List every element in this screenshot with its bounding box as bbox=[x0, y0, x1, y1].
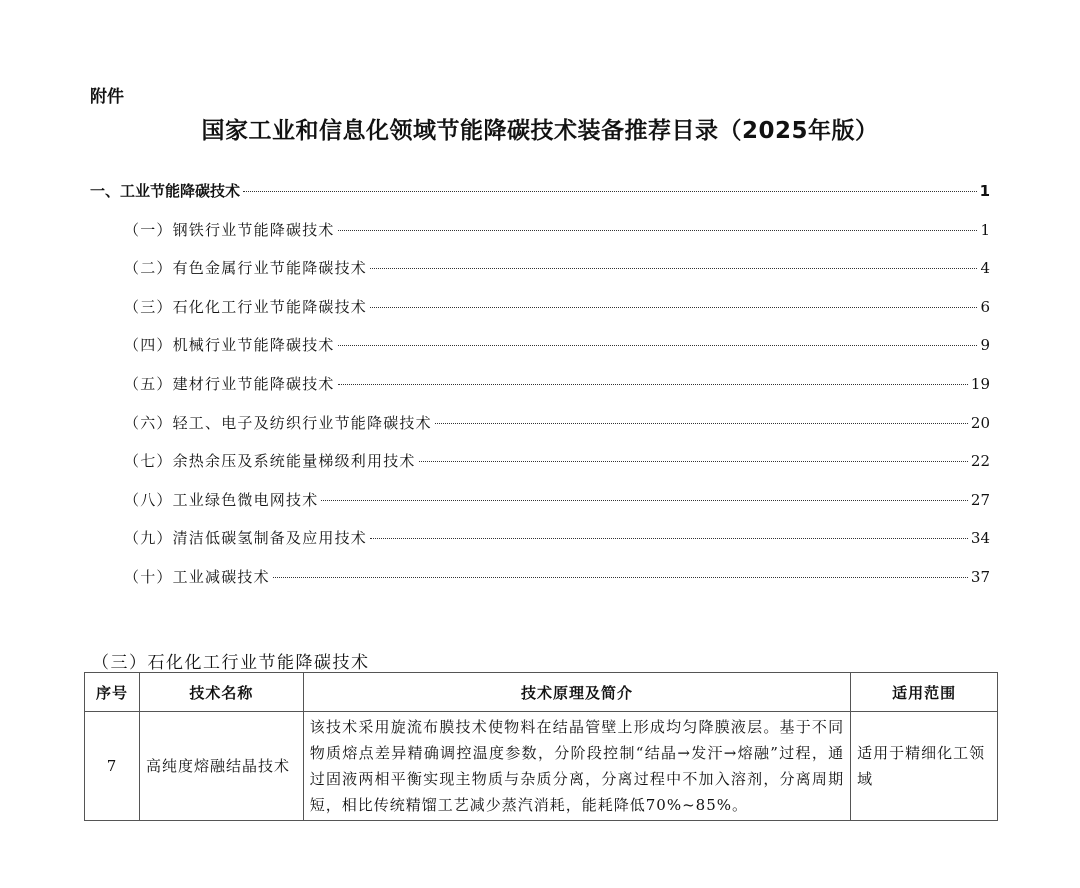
toc-entry[interactable] bbox=[90, 334, 990, 373]
toc-entry[interactable] bbox=[90, 219, 990, 258]
toc-entry-page: 20 bbox=[970, 413, 990, 432]
cell-description: 该技术采用旋流布膜技术使物料在结晶管壁上形成均匀降膜液层。基于不同物质熔点差异精确调控温度参数，分阶段控制“结晶→发汗→熔融”过程，通过固液两相平衡实现主物质与杂质分离，分离过程中不加入溶剂，分离周期短，相比传统精馏工艺减少蒸汽消耗，能耗降低70%~85%。 bbox=[303, 712, 850, 821]
toc-entry-label: （十）工业减碳技术 bbox=[124, 567, 270, 586]
toc-entry-label: 一、工业节能降碳技术 bbox=[90, 182, 241, 200]
toc-entry-label: （二）有色金属行业节能降碳技术 bbox=[124, 259, 368, 278]
toc-entry-label: （八）工业绿色微电网技术 bbox=[124, 490, 319, 509]
toc-entry-page: 19 bbox=[970, 374, 990, 393]
toc-dot-leader bbox=[419, 461, 968, 462]
toc-dot-leader bbox=[338, 384, 968, 385]
toc-entry[interactable] bbox=[90, 450, 990, 489]
toc-entry[interactable] bbox=[90, 296, 990, 335]
toc-entry-label: （七）余热余压及系统能量梯级利用技术 bbox=[124, 452, 416, 471]
toc-entry-page: 1 bbox=[980, 220, 990, 239]
column-header-scope: 适用范围 bbox=[851, 673, 998, 712]
toc-entry-label: （三）石化化工行业节能降碳技术 bbox=[124, 297, 368, 316]
toc-dot-leader bbox=[321, 500, 968, 501]
toc-entry-page: 6 bbox=[980, 297, 990, 316]
toc-entry-page: 4 bbox=[980, 259, 990, 278]
toc-dot-leader bbox=[338, 345, 978, 346]
table-of-contents bbox=[90, 180, 990, 605]
toc-entry[interactable] bbox=[90, 257, 990, 296]
toc-entry-label: （一）钢铁行业节能降碳技术 bbox=[124, 220, 335, 239]
section-heading: （三）石化化工行业节能降碳技术 bbox=[92, 653, 370, 673]
toc-entry[interactable] bbox=[90, 412, 990, 451]
cell-seq: 7 bbox=[85, 712, 140, 821]
toc-dot-leader bbox=[370, 307, 977, 308]
document-title: 国家工业和信息化领域节能降碳技术装备推荐目录（2025年版） bbox=[201, 118, 879, 144]
toc-dot-leader bbox=[435, 423, 968, 424]
toc-entry[interactable] bbox=[90, 373, 990, 412]
toc-entry[interactable] bbox=[90, 527, 990, 566]
attachment-label: 附件 bbox=[90, 87, 124, 107]
technology-table bbox=[84, 672, 998, 821]
cell-technology-name: 高纯度熔融结晶技术 bbox=[139, 712, 303, 821]
toc-entry-page: 22 bbox=[970, 452, 990, 471]
toc-entry-page: 34 bbox=[970, 529, 990, 548]
table-header-row bbox=[85, 673, 998, 712]
toc-entry-label: （九）清洁低碳氢制备及应用技术 bbox=[124, 529, 368, 548]
toc-entry[interactable] bbox=[90, 180, 990, 219]
toc-entry-label: （四）机械行业节能降碳技术 bbox=[124, 336, 335, 355]
toc-entry-label: （六）轻工、电子及纺织行业节能降碳技术 bbox=[124, 413, 432, 432]
toc-dot-leader bbox=[273, 577, 968, 578]
column-header-name: 技术名称 bbox=[139, 673, 303, 712]
toc-entry-page: 9 bbox=[980, 336, 990, 355]
table-row bbox=[85, 712, 998, 821]
column-header-seq: 序号 bbox=[85, 673, 140, 712]
toc-entry[interactable] bbox=[90, 566, 990, 605]
toc-dot-leader bbox=[370, 538, 968, 539]
toc-dot-leader bbox=[370, 268, 977, 269]
toc-entry-page: 27 bbox=[970, 490, 990, 509]
toc-dot-leader bbox=[338, 230, 978, 231]
toc-dot-leader bbox=[243, 191, 977, 192]
toc-entry-page: 1 bbox=[979, 182, 990, 200]
toc-entry-label: （五）建材行业节能降碳技术 bbox=[124, 374, 335, 393]
toc-entry[interactable] bbox=[90, 489, 990, 528]
column-header-description: 技术原理及简介 bbox=[303, 673, 850, 712]
cell-scope: 适用于精细化工领域 bbox=[851, 712, 998, 821]
toc-entry-page: 37 bbox=[970, 567, 990, 586]
